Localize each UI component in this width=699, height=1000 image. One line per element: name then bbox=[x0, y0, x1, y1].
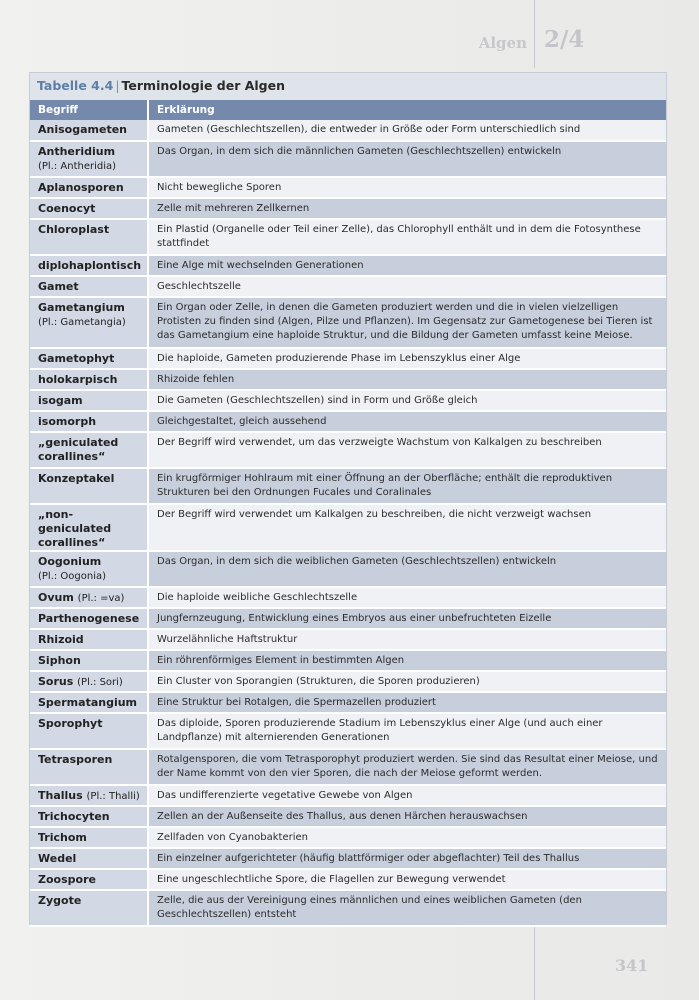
term-name: Trichocyten bbox=[38, 810, 110, 823]
table-label: Tabelle 4.4 bbox=[37, 78, 114, 93]
term-name: Gametophyt bbox=[38, 352, 115, 365]
definition-cell: Die haploide weibliche Geschlechtszelle bbox=[148, 587, 666, 608]
table-row bbox=[30, 848, 666, 869]
term-cell bbox=[30, 650, 148, 671]
definition-cell: Zellfaden von Cyanobakterien bbox=[148, 827, 666, 848]
term-name: Wedel bbox=[38, 852, 77, 865]
definition-cell: Jungfernzeugung, Entwicklung eines Embryos aus einer unbefruchteten Eizelle bbox=[148, 608, 666, 629]
table-row bbox=[30, 120, 666, 141]
term-name: „non-geniculated corallines“ bbox=[38, 508, 112, 549]
definition-cell: Geschlechtszelle bbox=[148, 276, 666, 297]
table-row bbox=[30, 219, 666, 255]
term-name: Coenocyt bbox=[38, 202, 96, 215]
definition-cell: Zelle, die aus der Vereinigung eines männlichen und eines weiblichen Gameten (den Geschlechtszellen) entsteht bbox=[148, 890, 666, 926]
definition-cell: Zelle mit mehreren Zellkernen bbox=[148, 198, 666, 219]
table-row bbox=[30, 276, 666, 297]
term-cell bbox=[30, 848, 148, 869]
term-name: diplohaplontisch bbox=[38, 259, 142, 272]
term-cell bbox=[30, 219, 148, 255]
definition-cell: Das undifferenzierte vegetative Gewebe von Algen bbox=[148, 785, 666, 806]
caption-separator: | bbox=[115, 78, 120, 93]
page-number: 341 bbox=[615, 956, 649, 975]
term-name: Thallus bbox=[38, 789, 83, 802]
definition-cell: Eine Struktur bei Rotalgen, die Spermazellen produziert bbox=[148, 692, 666, 713]
terminology-table bbox=[30, 100, 666, 927]
term-name: Zoospore bbox=[38, 873, 96, 886]
definition-cell: Ein einzelner aufgerichteter (häufig blattförmiger oder abgeflachter) Teil des Thallus bbox=[148, 848, 666, 869]
term-cell bbox=[30, 297, 148, 348]
table-row bbox=[30, 297, 666, 348]
table-row bbox=[30, 432, 666, 468]
term-name: Antheridium bbox=[38, 145, 116, 158]
term-cell bbox=[30, 869, 148, 890]
term-cell bbox=[30, 504, 148, 551]
table-row bbox=[30, 587, 666, 608]
table-row bbox=[30, 551, 666, 587]
table-row bbox=[30, 255, 666, 276]
running-header-page: 2/4 bbox=[544, 26, 585, 53]
term-name: Aplanosporen bbox=[38, 181, 124, 194]
definition-cell: Eine Alge mit wechselnden Generationen bbox=[148, 255, 666, 276]
term-cell bbox=[30, 468, 148, 504]
term-plural-note: (Pl.: Thalli) bbox=[86, 791, 140, 802]
term-cell bbox=[30, 348, 148, 369]
table-row bbox=[30, 785, 666, 806]
term-cell bbox=[30, 120, 148, 141]
table-row bbox=[30, 671, 666, 692]
definition-cell: Rotalgensporen, die vom Tetrasporophyt produziert werden. Sie sind das Resultat einer Meiose, und der Name kommt von den vier Sporen, die nach der Meiose geformt werden. bbox=[148, 749, 666, 785]
term-name: Spermatangium bbox=[38, 696, 138, 709]
term-cell bbox=[30, 608, 148, 629]
term-name: Chloroplast bbox=[38, 223, 110, 236]
term-name: Ovum bbox=[38, 591, 74, 604]
term-cell bbox=[30, 806, 148, 827]
term-plural-note: (Pl.: Gametangia) bbox=[38, 317, 126, 328]
table-row bbox=[30, 468, 666, 504]
term-name: isogam bbox=[38, 394, 83, 407]
definition-cell: Das Organ, in dem sich die männlichen Gameten (Geschlechtszellen) entwickeln bbox=[148, 141, 666, 177]
table-row bbox=[30, 806, 666, 827]
term-cell bbox=[30, 255, 148, 276]
table-row bbox=[30, 608, 666, 629]
running-header-section: Algen bbox=[478, 34, 527, 52]
term-cell bbox=[30, 671, 148, 692]
table-row bbox=[30, 504, 666, 551]
definition-cell: Ein Cluster von Sporangien (Strukturen, die Sporen produzieren) bbox=[148, 671, 666, 692]
terminology-table-box bbox=[29, 72, 667, 925]
term-cell bbox=[30, 827, 148, 848]
definition-cell: Das diploide, Sporen produzierende Stadium im Lebenszyklus einer Alge (und auch einer Landpflanze) mit alternierenden Generationen bbox=[148, 713, 666, 749]
definition-cell: Zellen an der Außenseite des Thallus, aus denen Härchen herauswachsen bbox=[148, 806, 666, 827]
margin-rule-bottom bbox=[534, 924, 535, 1000]
column-header-term: Begriff bbox=[30, 100, 148, 120]
term-cell bbox=[30, 411, 148, 432]
term-name: Siphon bbox=[38, 654, 81, 667]
term-name: „geniculated corallines“ bbox=[38, 436, 119, 463]
table-row bbox=[30, 869, 666, 890]
table-row bbox=[30, 198, 666, 219]
term-cell bbox=[30, 141, 148, 177]
table-title: Terminologie der Algen bbox=[121, 78, 286, 93]
definition-cell: Das Organ, in dem sich die weiblichen Gameten (Geschlechtszellen) entwickeln bbox=[148, 551, 666, 587]
term-name: Sporophyt bbox=[38, 717, 103, 730]
term-cell bbox=[30, 551, 148, 587]
term-cell bbox=[30, 177, 148, 198]
table-row bbox=[30, 390, 666, 411]
term-plural-note: (Pl.: Antheridia) bbox=[38, 161, 117, 172]
term-cell bbox=[30, 629, 148, 650]
term-name: Gamet bbox=[38, 280, 79, 293]
definition-cell: Ein röhrenförmiges Element in bestimmten Algen bbox=[148, 650, 666, 671]
term-name: Parthenogenese bbox=[38, 612, 140, 625]
table-row bbox=[30, 713, 666, 749]
margin-rule-top bbox=[534, 0, 535, 68]
term-plural-note: (Pl.: =va) bbox=[77, 593, 125, 604]
definition-cell: Eine ungeschlechtliche Spore, die Flagellen zur Bewegung verwendet bbox=[148, 869, 666, 890]
definition-cell: Ein Organ oder Zelle, in denen die Gameten produziert werden und die in vielen vielzelligen Protisten zu finden sind (Algen, Pilze und Pflanzen). Im Gegensatz zur Gametogenese bei Tieren ist das Gametangium eine haploide Struktur, und die Bildung der Gameten umfasst keine Meiose. bbox=[148, 297, 666, 348]
term-cell bbox=[30, 276, 148, 297]
term-name: isomorph bbox=[38, 415, 97, 428]
term-cell bbox=[30, 369, 148, 390]
table-row bbox=[30, 749, 666, 785]
term-name: Oogonium bbox=[38, 555, 102, 568]
table-body bbox=[30, 120, 666, 926]
term-cell bbox=[30, 749, 148, 785]
term-name: Trichom bbox=[38, 831, 87, 844]
table-row bbox=[30, 348, 666, 369]
term-cell bbox=[30, 692, 148, 713]
term-name: Sorus bbox=[38, 675, 74, 688]
definition-cell: Wurzelähnliche Haftstruktur bbox=[148, 629, 666, 650]
definition-cell: Die haploide, Gameten produzierende Phase im Lebenszyklus einer Alge bbox=[148, 348, 666, 369]
term-name: Gametangium bbox=[38, 301, 125, 314]
term-cell bbox=[30, 432, 148, 468]
term-plural-note: (Pl.: Oogonia) bbox=[38, 571, 107, 582]
term-cell bbox=[30, 713, 148, 749]
term-name: holokarpisch bbox=[38, 373, 118, 386]
term-cell bbox=[30, 198, 148, 219]
table-row bbox=[30, 827, 666, 848]
term-cell bbox=[30, 587, 148, 608]
term-cell bbox=[30, 890, 148, 926]
definition-cell: Gleichgestaltet, gleich aussehend bbox=[148, 411, 666, 432]
definition-cell: Ein krugförmiger Hohlraum mit einer Öffnung an der Oberfläche; enthält die reproduktiven Strukturen bei den Ordnungen Fucales und Coralinales bbox=[148, 468, 666, 504]
term-cell bbox=[30, 785, 148, 806]
table-row bbox=[30, 369, 666, 390]
definition-cell: Die Gameten (Geschlechtszellen) sind in Form und Größe gleich bbox=[148, 390, 666, 411]
definition-cell: Der Begriff wird verwendet um Kalkalgen zu beschreiben, die nicht verzweigt wachsen bbox=[148, 504, 666, 551]
table-row bbox=[30, 650, 666, 671]
table-row bbox=[30, 141, 666, 177]
table-row bbox=[30, 177, 666, 198]
term-name: Anisogameten bbox=[38, 123, 127, 136]
column-header-definition: Erklärung bbox=[148, 100, 666, 120]
table-row bbox=[30, 692, 666, 713]
table-row bbox=[30, 890, 666, 926]
table-row bbox=[30, 411, 666, 432]
term-name: Tetrasporen bbox=[38, 753, 113, 766]
term-cell bbox=[30, 390, 148, 411]
definition-cell: Rhizoide fehlen bbox=[148, 369, 666, 390]
definition-cell: Nicht bewegliche Sporen bbox=[148, 177, 666, 198]
definition-cell: Ein Plastid (Organelle oder Teil einer Zelle), das Chlorophyll enthält und in dem die Fotosynthese stattfindet bbox=[148, 219, 666, 255]
table-caption bbox=[30, 73, 666, 100]
term-name: Konzeptakel bbox=[38, 472, 115, 485]
table-row bbox=[30, 629, 666, 650]
term-name: Rhizoid bbox=[38, 633, 84, 646]
term-name: Zygote bbox=[38, 894, 82, 907]
term-plural-note: (Pl.: Sori) bbox=[77, 677, 123, 688]
definition-cell: Der Begriff wird verwendet, um das verzweigte Wachstum von Kalkalgen zu beschreiben bbox=[148, 432, 666, 468]
table-header-row bbox=[30, 100, 666, 120]
definition-cell: Gameten (Geschlechtszellen), die entweder in Größe oder Form unterschiedlich sind bbox=[148, 120, 666, 141]
